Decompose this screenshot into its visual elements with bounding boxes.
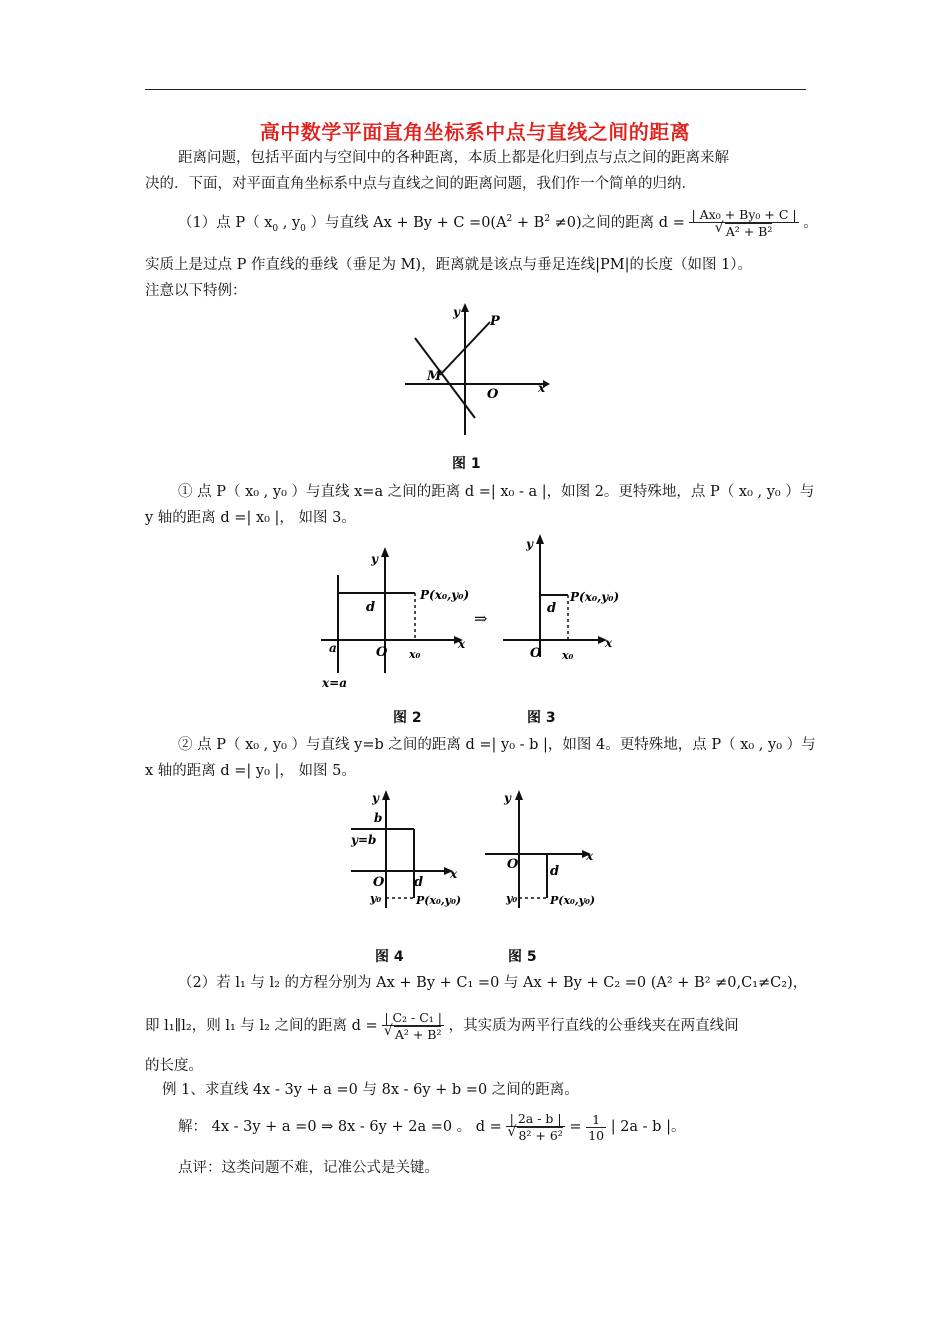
fig2-label-d: d — [366, 600, 376, 615]
fig3-label-x0: x₀ — [562, 649, 574, 662]
s2-numerator: | C₂ - C₁ | — [384, 1010, 443, 1025]
sol-equals: = — [569, 1119, 582, 1135]
figure-4 — [348, 788, 478, 913]
figure-5 — [482, 788, 612, 913]
fig3-caption: 图 3 — [527, 710, 556, 726]
fig5-label-y: y — [504, 791, 511, 805]
fig4-label-x: x — [450, 867, 458, 881]
fig2-label-x0: x₀ — [409, 648, 421, 661]
fig5-label-d: d — [550, 864, 560, 879]
s2-prefix: 即 l₁∥l₂，则 l₁ 与 l₂ 之间的距离 d = — [145, 1018, 378, 1034]
figure-3 — [500, 532, 640, 667]
sol-numerator-2: 1 — [586, 1112, 606, 1128]
case2-line-2: x 轴的距离 d =| y₀ |， 如图 5。 — [145, 763, 356, 779]
fig4-label-line: y=b — [351, 833, 377, 847]
s1-prefix: （1）点 P（ $x_0$ , $y_0$ ）与直线 $Ax + By + C =0(A^2 + B^2 \ne 0)$之间的距离 d = — [178, 214, 685, 234]
comment: 点评：这类问题不难，记准公式是关键。 — [178, 1160, 439, 1176]
intro-line-1: 距离问题，包括平面内与空间中的各种距离，本质上都是化归到点与点之间的距离来解 — [178, 150, 729, 166]
case1-line-2: y 轴的距离 d =| x₀ |， 如图 3。 — [145, 510, 356, 526]
section2-line-3: 的长度。 — [145, 1058, 203, 1074]
fig4-label-y0: y₀ — [370, 892, 382, 905]
fig2-label-x: x — [458, 637, 466, 651]
fig2-label-O: O — [376, 645, 388, 660]
section1-line-3: 注意以下特例： — [145, 283, 247, 299]
s1-end: 。 — [803, 215, 818, 231]
s2-fraction — [382, 1010, 444, 1042]
solution-line — [178, 1111, 685, 1143]
fig2-label-P: P(x₀,y₀) — [420, 588, 470, 602]
section2-line-1: （2）若 l₁ 与 l₂ 的方程分别为 Ax + By + C₁ =0 与 Ax + By + C₂ =0 (A² + B² ≠0,C₁≠C₂)， — [178, 975, 808, 991]
intro-line-2: 决的．下面，对平面直角坐标系中点与直线之间的距离问题，我们作一个简单的归纳． — [145, 176, 696, 192]
fig3-label-O: O — [530, 646, 542, 661]
sol-fraction — [506, 1111, 564, 1143]
fig3-label-d: d — [547, 601, 557, 616]
page-title: 高中数学平面直角坐标系中点与直线之间的距离 — [259, 120, 691, 144]
fig4-label-y: y — [372, 791, 379, 805]
fig1-label-O: O — [487, 387, 499, 402]
fig2-label-a: a — [329, 641, 337, 655]
sol-denominator: √ 8² + 6² — [517, 1127, 562, 1143]
sol-prefix: 解： 4x - 3y + a =0 ⇒ 8x - 6y + 2a =0 。 d = — [178, 1119, 502, 1135]
figure-2 — [318, 545, 473, 690]
fig3-label-x: x — [605, 636, 613, 650]
fig4-label-d: d — [414, 875, 424, 890]
example-1: 例 1、求直线 4x - 3y + a =0 与 8x - 6y + b =0 之间的距离。 — [162, 1082, 579, 1098]
fig5-label-O: O — [507, 857, 519, 872]
fig4-label-b: b — [374, 811, 383, 825]
s1-numerator: | Ax₀ + By₀ + C | — [691, 207, 797, 222]
implies-arrow: ⇒ — [474, 609, 488, 628]
s2-denominator: √ A² + B² — [394, 1026, 442, 1042]
case1-line-1: ① 点 P（ x₀ , y₀ ）与直线 x=a 之间的距离 d =| x₀ - a |，如图 2。更特殊地，点 P（ x₀ , y₀ ）与 — [178, 484, 815, 500]
fig4-label-O: O — [373, 875, 385, 890]
fig2-label-y: y — [371, 552, 378, 566]
fig1-label-M: M — [427, 369, 442, 384]
fig3-label-y: y — [526, 537, 533, 551]
fig1-label-x: x — [538, 381, 546, 395]
s1-fraction — [689, 207, 798, 239]
header-rule — [145, 89, 806, 90]
fig1-caption: 图 1 — [452, 456, 481, 472]
fig4-label-P: P(x₀,y₀) — [416, 894, 462, 907]
fig4-caption: 图 4 — [375, 949, 404, 965]
fig5-caption: 图 5 — [508, 949, 537, 965]
fig2-label-line: x=a — [322, 676, 347, 690]
fig5-label-y0: y₀ — [506, 892, 518, 905]
s1-denominator: √ A² + B² — [725, 223, 773, 239]
sol-end: | 2a - b |。 — [610, 1119, 686, 1135]
sol-fraction-2 — [586, 1112, 606, 1143]
fig5-label-x: x — [586, 849, 594, 863]
sol-denominator-2: 10 — [588, 1127, 605, 1143]
figure-1 — [395, 300, 555, 440]
case2-line-1: ② 点 P（ x₀ , y₀ ）与直线 y=b 之间的距离 d =| y₀ - b |，如图 4。更特殊地，点 P（ x₀ , y₀ ）与 — [178, 737, 816, 753]
section1-line-2: 实质上是过点 P 作直线的垂线（垂足为 M)，距离就是该点与垂足连线|PM|的长度（如图 1）。 — [145, 257, 753, 273]
fig1-label-P: P — [490, 314, 500, 329]
fig5-label-P: P(x₀,y₀) — [550, 894, 596, 907]
fig1-label-y: y — [453, 305, 460, 319]
fig3-label-P: P(x₀,y₀) — [570, 590, 620, 604]
s2-suffix: ，其实质为两平行直线的公垂线夹在两直线间 — [448, 1018, 739, 1034]
fig2-caption: 图 2 — [393, 710, 422, 726]
section1-formula-line — [178, 207, 818, 240]
sol-numerator: | 2a - b | — [506, 1111, 564, 1127]
section2-line-2 — [145, 1010, 739, 1042]
